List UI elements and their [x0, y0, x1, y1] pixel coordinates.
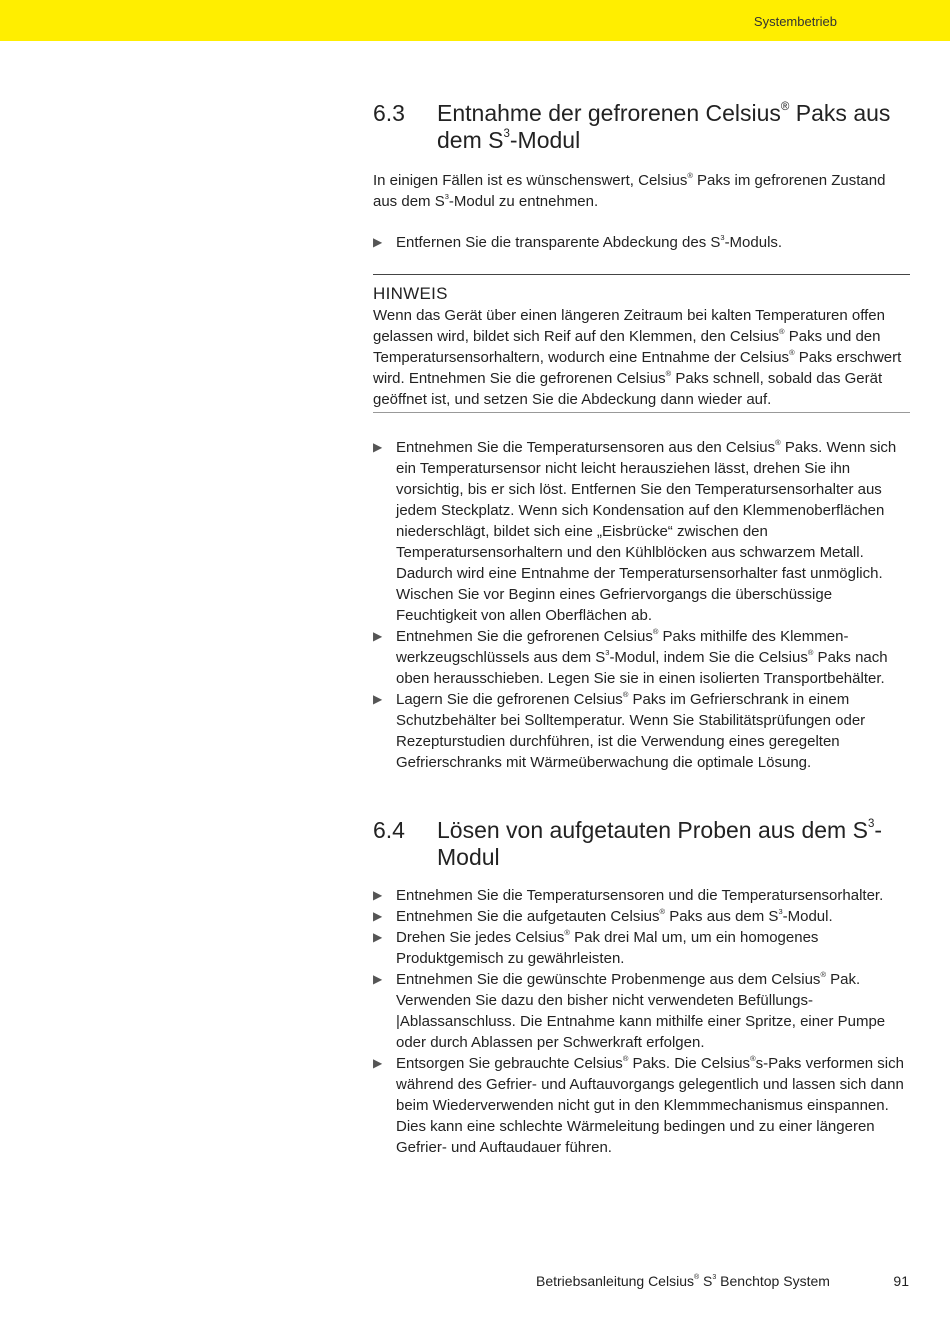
section-title: Entnahme der gefrorenen Celsius® Paks aus dem $S^3$-Modul	[437, 100, 891, 153]
bullet-icon: ▶	[373, 909, 383, 923]
list-item: ▶ Lagern Sie die gefrorenen Celsius® Paks im Gefrierschrank in einem Schutzbehälter bei Solltemperatur. Wenn Sie Stabilitätsprüfungen oder Rezepturstudien durchführen, ist die Verwendung eines geregelten Gefrierschranks mit Wärmeüberwachung die optimale Lösung.	[373, 689, 866, 771]
section-number: 6.4	[373, 817, 405, 843]
bullet-icon: ▶	[373, 692, 383, 706]
list-item: ▶ Entnehmen Sie die gefrorenen Celsius® Paks mithilfe des Klemmenwerkzeugschlüssels aus dem $S^3$-Modul, indem Sie die Celsius® Paks nach oben herausschieben. Legen Sie sie in einen isolierten Transportbehälter.	[373, 626, 888, 687]
notice-text: Wenn das Gerät über einen längeren Zeitraum bei kalten Temperaturen offen gelassen wird, bildet sich Reif auf den Klemmen, den Celsius® Paks und den Temperatursensorhaltern, wodurch eine Entnahme der Celsius® Paks erschwert wird. Entnehmen Sie die gefrorenen Celsius® Paks schnell, sobald das Gerät geöffnet ist, und setzen Sie die Abdeckung dann wieder auf.	[373, 307, 902, 408]
list-item: ▶ Entnehmen Sie die aufgetauten Celsius® Paks aus dem $S^3$-Modul.	[373, 906, 833, 925]
header-bar	[0, 0, 950, 41]
list-item: ▶ Entfernen Sie die transparente Abdeckung des $S^3$-Moduls.	[373, 232, 783, 251]
bullet-icon: ▶	[373, 629, 383, 643]
list-item: ▶ Entnehmen Sie die Temperatursensoren aus den Celsius® Paks. Wenn sich ein Temperatursensor nicht leicht herausziehen lässt, drehen Sie ihn vorsichtig, bis er sich löst. Entfernen Sie den Temperatursensorhalter aus jedem Steckplatz. Wenn sich Kondensation auf den Klemmenoberflächen niederschlägt, bildet sich eine „Eisbrücke“ zwischen den Temperatursensorhaltern und den Kühlblöcken aus schwarzem Metall. Dadurch wird eine Entnahme der Temperatursensorhalter fast unmöglich. Wischen Sie vor Beginn eines Gefriervorgangs die überschüssige Feuchtigkeit von allen Oberflächen ab.	[373, 437, 897, 624]
bullet-icon: ▶	[373, 888, 383, 902]
list-item: ▶ Entnehmen Sie die gewünschte Probenmenge aus dem Celsius® Pak. Verwenden Sie dazu den bisher nicht verwendeten Befüllungs-|Ablassanschluss. Die Entnahme kann mithilfe einer Spritze, einer Pumpe oder durch Ablassen per Schwerkraft erfolgen.	[373, 969, 886, 1051]
section-title: Lösen von aufgetauten Proben aus dem $S^3$-Modul	[437, 817, 883, 870]
section-label: Systembetrieb	[753, 14, 837, 29]
bullet-icon: ▶	[373, 235, 383, 249]
list-item: ▶ Entnehmen Sie die Temperatursensoren und die Temperatursensorhalter.	[373, 887, 884, 904]
section-heading-6-3	[373, 100, 910, 154]
list-item: ▶ Drehen Sie jedes Celsius® Pak drei Mal um, um ein homogenes Produktgemisch zu gewährleisten.	[373, 927, 819, 967]
notice-title: HINWEIS	[373, 284, 448, 303]
intro-paragraph: In einigen Fällen ist es wünschenswert, Celsius® Paks im gefrorenen Zustand aus dem $S^3$-Modul zu entnehmen.	[373, 170, 886, 210]
page-number: 91	[893, 1273, 909, 1289]
bullet-icon: ▶	[373, 930, 383, 944]
bullet-icon: ▶	[373, 440, 383, 454]
section-heading-6-4	[373, 817, 910, 871]
notice-box	[373, 274, 910, 413]
list-item: ▶ Entsorgen Sie gebrauchte Celsius® Paks. Die Celsius®s-Paks verformen sich während des Gefrier- und Auftauvorgangs gelegentlich und lassen sich dann beim Wiederverwenden nicht gut in den Klemmmechanismus einspannen. Dies kann eine schlechte Wärmeleitung bedingen und zu einer längeren Gefrier- und Auftaudauer führen.	[373, 1053, 904, 1156]
bullet-icon: ▶	[373, 1056, 383, 1070]
page-content	[373, 100, 910, 1158]
bullet-icon: ▶	[373, 972, 383, 986]
section-number: 6.3	[373, 100, 405, 126]
document-title: Betriebsanleitung Celsius® $S^3$ Benchtop System	[536, 1273, 830, 1289]
